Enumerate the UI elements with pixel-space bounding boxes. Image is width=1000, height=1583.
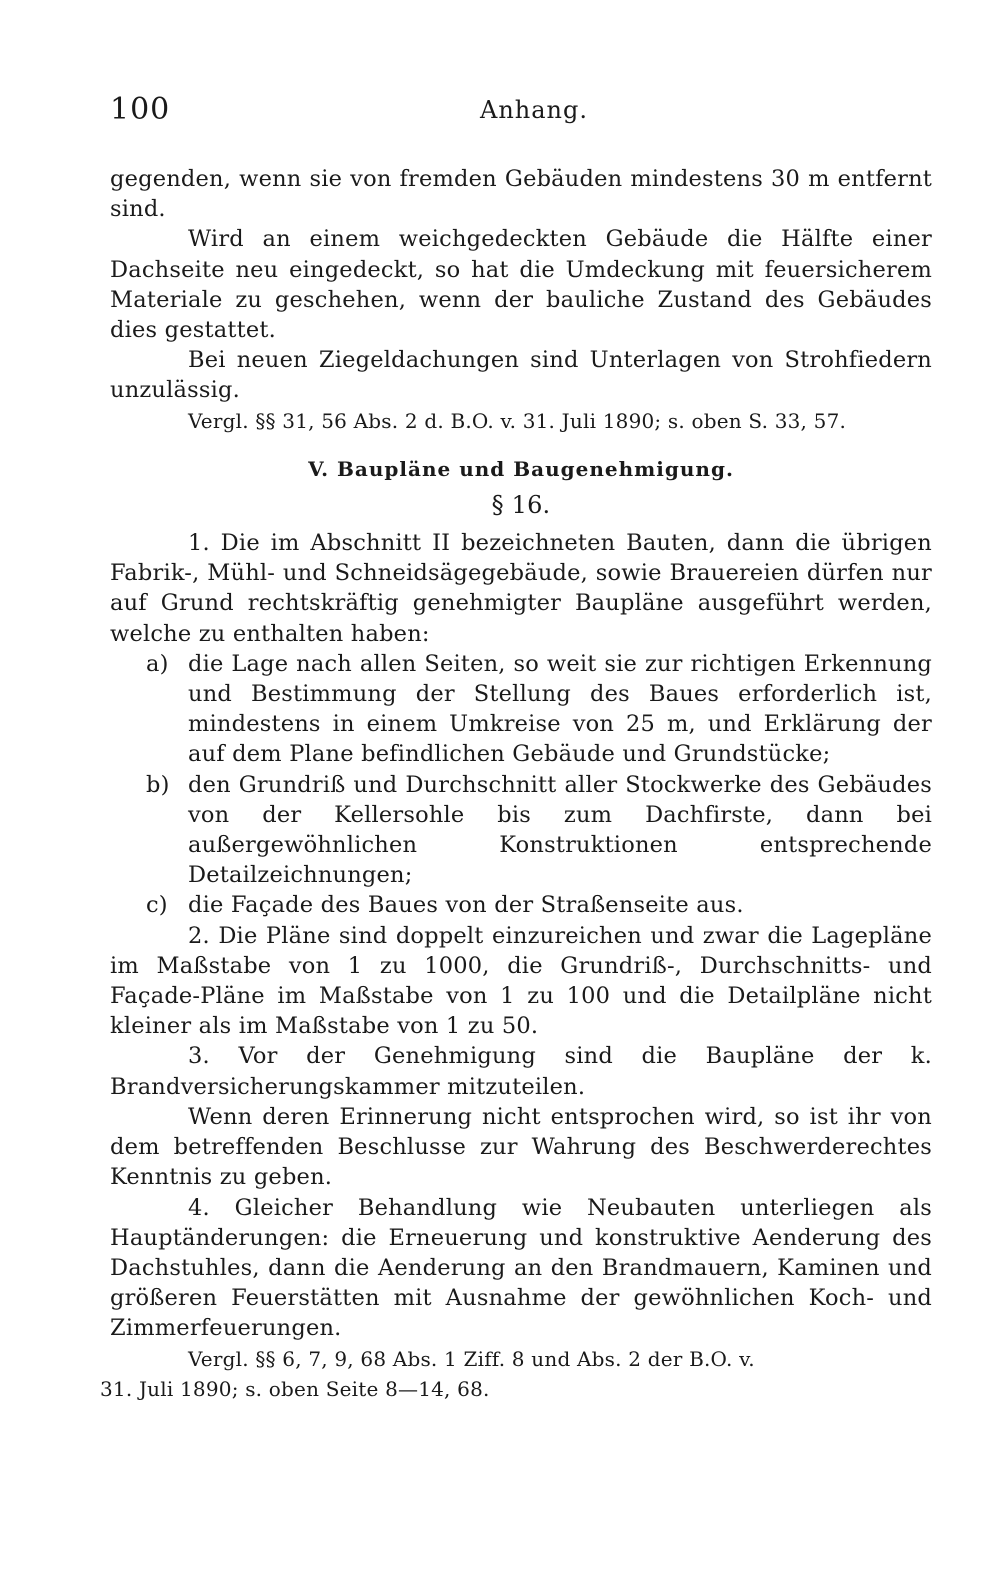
list-marker: c): [146, 892, 168, 919]
list-item-text: die Façade des Baues von der Straßenseite aus.: [188, 892, 744, 919]
list-item-text: den Grundriß und Durchschnitt aller Stockwerke des Gebäudes von der Kellersohle bis zum Dachfirste, dann bei außergewöhnlichen Konstruktionen entsprechende Detailzeichnungen;: [188, 771, 932, 889]
page-body: [100, 164, 932, 1404]
list-item-text: die Lage nach allen Seiten, so weit sie zur richtigen Erkennung und Bestimmung der Stellung des Baues erforderlich ist, mindestens in einem Umkreise von 25 m, und Erklärung der auf dem Plane befindlichen Gebäude und Grundstücke;: [188, 650, 932, 768]
reference-note-1: Vergl. §§ 31, 56 Abs. 2 d. B.O. v. 31. Juli 1890; s. oben S. 33, 57.: [188, 408, 847, 433]
paragraph-2: 2. Die Pläne sind doppelt einzureichen und zwar die Lagepläne im Maßstabe von 1 zu 1000, die Grundriß-, Durchschnitts- und Façade-Pläne im Maßstabe von 1 zu 100 und die Detailpläne nicht kleiner als im Maßstabe von 1 zu 50.: [110, 922, 932, 1040]
paragraph-ziegeldachungen: Bei neuen Ziegeldachungen sind Unterlagen von Strohfiedern unzulässig.: [110, 347, 932, 404]
list-item: [110, 649, 932, 770]
document-page: [100, 92, 932, 1404]
list-item: [110, 770, 932, 891]
paragraph-4: 4. Gleicher Behandlung wie Neubauten unterliegen als Hauptänderungen: die Erneuerung und konstruktive Aenderung des Dachstuhles, dann die Aenderung an den Brandmauern, Kaminen und größeren Feuerstätten mit Ausnahme der gewöhnlichen Koch- und Zimmerfeuerungen.: [110, 1194, 932, 1342]
list-marker: b): [146, 771, 170, 798]
list-marker: a): [146, 650, 169, 677]
section-title: V. Baupläne und Baugenehmigung.: [308, 456, 734, 481]
page-header: [110, 92, 932, 140]
paragraph-3: 3. Vor der Genehmigung sind die Baupläne der k. Brandversicherungskammer mitzuteilen.: [110, 1043, 932, 1100]
page-number: 100: [110, 92, 171, 127]
paragraph-heading: § 16.: [491, 490, 551, 519]
reference-note-2-line-2: 31. Juli 1890; s. oben Seite 8—14, 68.: [100, 1376, 490, 1401]
paragraph-continuation: gegenden, wenn sie von fremden Gebäuden mindestens 30 m entfernt sind.: [110, 166, 932, 223]
reference-note-2-line-1: Vergl. §§ 6, 7, 9, 68 Abs. 1 Ziff. 8 und Abs. 2 der B.O. v.: [188, 1346, 755, 1371]
reference-note-2: [100, 1344, 932, 1404]
running-head: Anhang.: [480, 96, 589, 124]
paragraph-1: 1. Die im Abschnitt II bezeichneten Bauten, dann die übrigen Fabrik-, Mühl- und Schneidsägegebäude, sowie Brauereien dürfen nur auf Grund rechtskräftig genehmigter Baupläne ausgeführt werden, welche zu enthalten haben:: [110, 530, 932, 647]
paragraph-erinnerung: Wenn deren Erinnerung nicht entsprochen wird, so ist ihr von dem betreffenden Beschlusse zur Wahrung des Beschwerderechtes Kenntnis zu geben.: [110, 1103, 932, 1191]
paragraph-weichgedeckt: Wird an einem weichgedeckten Gebäude die Hälfte einer Dachseite neu eingedeckt, so hat die Umdeckung mit feuersicherem Materiale zu geschehen, wenn der bauliche Zustand des Gebäudes dies gestattet.: [110, 226, 932, 344]
list-item: [110, 890, 932, 920]
